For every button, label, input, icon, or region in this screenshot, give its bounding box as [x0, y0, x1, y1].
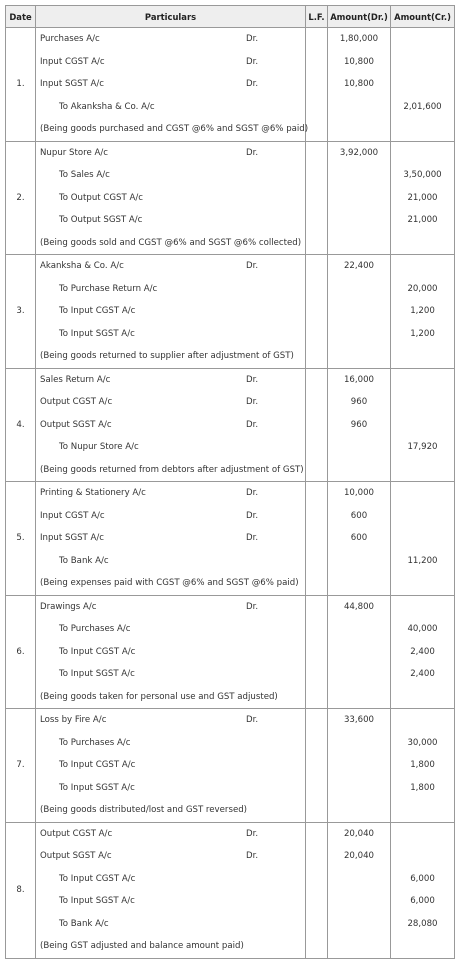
credit-amount — [391, 28, 454, 51]
debit-amount — [328, 913, 390, 936]
debit-amount-cell — [328, 141, 391, 255]
entry-number: 1. — [6, 28, 36, 142]
credit-amount: 1,200 — [410, 328, 435, 339]
credit-amount: 6,000 — [410, 873, 435, 884]
narration-text: (Being expenses paid with CGST @6% and SGST @6% paid) — [40, 578, 299, 588]
debit-amount: 20,040 — [343, 851, 375, 861]
debit-amount: 960 — [350, 397, 368, 407]
journal-entry-row — [6, 141, 455, 255]
credit-account-name: To Bank A/c — [59, 918, 109, 929]
credit-account-line — [36, 641, 305, 664]
credit-amount — [391, 142, 454, 165]
narration-line — [36, 118, 309, 141]
credit-amount: 2,400 — [410, 646, 435, 657]
credit-amount — [391, 255, 454, 278]
narration-line — [36, 572, 305, 595]
debit-amount — [328, 754, 390, 777]
debit-amount: 600 — [350, 510, 368, 521]
debit-amount-cell — [328, 368, 391, 482]
header-row — [6, 6, 455, 28]
debit-amount — [328, 890, 390, 913]
debit-account-line — [36, 527, 305, 550]
debit-amount: 33,600 — [343, 715, 375, 725]
particulars-cell — [36, 595, 306, 709]
debit-amount — [328, 459, 390, 482]
credit-amount: 6,000 — [410, 896, 435, 906]
debit-amount — [328, 209, 390, 232]
debit-amount: 10,000 — [343, 488, 375, 498]
debit-amount: 44,800 — [343, 601, 375, 612]
debit-account-line — [36, 391, 305, 414]
particulars-cell — [36, 822, 306, 958]
credit-amount — [391, 232, 454, 255]
debit-account-line — [36, 414, 305, 437]
debit-amount: 22,400 — [343, 261, 375, 271]
credit-account-name: To Input SGST A/c — [59, 328, 135, 339]
debit-account-line — [36, 28, 305, 51]
journal-table — [5, 5, 455, 959]
credit-amount — [391, 596, 454, 619]
credit-account-line — [36, 209, 305, 232]
credit-account-name: To Input CGST A/c — [59, 873, 136, 884]
narration-text: (Being goods purchased and CGST @6% and SGST @6% paid) — [40, 124, 309, 134]
narration-text: (Being goods distributed/lost and GST reversed) — [40, 805, 248, 815]
dr-marker: Dr. — [246, 601, 259, 612]
narration-line — [36, 799, 305, 822]
debit-amount — [328, 732, 390, 755]
credit-amount: 28,080 — [407, 918, 438, 929]
debit-account-name: Input CGST A/c — [40, 56, 105, 67]
debit-account-name: Input SGST A/c — [40, 533, 105, 543]
dr-marker: Dr. — [246, 397, 259, 407]
narration-line — [36, 232, 305, 255]
debit-amount-cell — [328, 709, 391, 823]
journal-entry-row — [6, 709, 455, 823]
credit-account-name: To Input CGST A/c — [59, 306, 136, 316]
header-amount-dr: Amount(Dr.) — [328, 6, 391, 28]
debit-amount — [328, 618, 390, 641]
credit-account-line — [36, 618, 305, 641]
dr-marker: Dr. — [246, 419, 259, 430]
dr-marker: Dr. — [246, 851, 259, 861]
dr-marker: Dr. — [246, 828, 259, 839]
credit-account-line — [36, 732, 305, 755]
credit-amount-cell — [391, 595, 455, 709]
debit-amount — [328, 232, 390, 255]
credit-account-name: To Input CGST A/c — [59, 646, 136, 657]
debit-account-line — [36, 255, 305, 278]
debit-amount — [328, 436, 390, 459]
debit-amount — [328, 686, 390, 709]
debit-amount: 20,040 — [343, 828, 375, 839]
credit-amount: 3,50,000 — [403, 170, 442, 180]
credit-amount — [391, 345, 454, 368]
dr-marker: Dr. — [246, 488, 259, 498]
narration-text: (Being GST adjusted and balance amount paid) — [40, 941, 244, 951]
particulars-cell — [36, 28, 309, 142]
journal-body — [6, 28, 455, 959]
ledger-folio-cell — [306, 255, 328, 369]
narration-text: (Being goods returned to supplier after adjustment of GST) — [40, 351, 294, 361]
debit-account-name: Output SGST A/c — [40, 419, 112, 430]
debit-amount — [328, 572, 390, 595]
debit-amount — [328, 345, 390, 368]
credit-amount-cell — [391, 822, 455, 958]
dr-marker: Dr. — [246, 147, 259, 158]
credit-amount-cell — [391, 28, 455, 142]
debit-account-name: Output CGST A/c — [40, 397, 113, 407]
dr-marker: Dr. — [246, 715, 259, 725]
debit-amount — [328, 641, 390, 664]
journal-entry-row — [6, 482, 455, 596]
credit-amount-cell — [391, 709, 455, 823]
header-amount-cr: Amount(Cr.) — [391, 6, 455, 28]
debit-amount — [328, 777, 390, 800]
debit-account-line — [36, 482, 305, 505]
credit-account-line — [36, 187, 305, 210]
dr-marker: Dr. — [246, 533, 259, 543]
debit-amount — [328, 550, 390, 573]
debit-account-line — [36, 369, 305, 392]
debit-account-line — [36, 823, 305, 846]
credit-account-name: To Akanksha & Co. A/c — [59, 101, 155, 112]
debit-amount — [328, 935, 390, 958]
ledger-folio-cell — [306, 595, 328, 709]
debit-account-name: Purchases A/c — [40, 34, 100, 44]
debit-amount-cell — [328, 595, 391, 709]
credit-amount — [391, 505, 454, 528]
credit-account-name: To Output SGST A/c — [59, 215, 143, 225]
debit-amount — [328, 278, 390, 301]
narration-text: (Being goods returned from debtors after adjustment of GST) — [40, 464, 304, 475]
debit-amount — [328, 323, 390, 346]
dr-marker: Dr. — [246, 79, 259, 89]
credit-amount: 40,000 — [407, 624, 438, 634]
narration-text: (Being goods taken for personal use and GST adjusted) — [40, 691, 278, 702]
debit-account-line — [36, 596, 305, 619]
ledger-folio-cell — [306, 141, 328, 255]
entry-number: 7. — [6, 709, 36, 823]
debit-amount — [328, 663, 390, 686]
debit-account-name: Printing & Stationery A/c — [40, 488, 146, 498]
journal-entry-row — [6, 595, 455, 709]
debit-amount — [328, 300, 390, 323]
credit-account-name: To Input SGST A/c — [59, 896, 135, 906]
debit-account-name: Output CGST A/c — [40, 828, 113, 839]
debit-account-line — [36, 51, 305, 74]
debit-amount — [328, 118, 390, 141]
entry-number: 8. — [6, 822, 36, 958]
entry-number: 2. — [6, 141, 36, 255]
credit-account-line — [36, 663, 305, 686]
credit-amount: 1,800 — [410, 760, 435, 770]
credit-amount: 30,000 — [407, 737, 438, 748]
credit-account-name: To Input SGST A/c — [59, 782, 135, 793]
credit-account-name: To Purchases A/c — [59, 624, 131, 634]
debit-account-name: Input SGST A/c — [40, 79, 105, 89]
credit-amount: 1,800 — [410, 782, 435, 793]
debit-amount: 16,000 — [343, 374, 375, 385]
header-lf: L.F. — [306, 6, 328, 28]
dr-marker: Dr. — [246, 261, 259, 271]
credit-account-name: To Bank A/c — [59, 555, 109, 566]
debit-account-name: Input CGST A/c — [40, 510, 105, 521]
particulars-cell — [36, 709, 306, 823]
credit-amount — [391, 414, 454, 437]
entry-number: 6. — [6, 595, 36, 709]
credit-amount — [391, 845, 454, 868]
credit-amount — [391, 459, 454, 482]
credit-amount — [391, 118, 454, 141]
credit-amount — [391, 527, 454, 550]
credit-amount — [391, 369, 454, 392]
ledger-folio-cell — [306, 482, 328, 596]
debit-account-line — [36, 73, 305, 96]
credit-account-line — [36, 300, 305, 323]
debit-account-name: Loss by Fire A/c — [40, 715, 107, 725]
credit-amount — [391, 391, 454, 414]
journal-entry-row — [6, 28, 455, 142]
debit-account-name: Drawings A/c — [40, 601, 97, 612]
particulars-cell — [36, 141, 306, 255]
debit-amount: 600 — [350, 533, 368, 543]
credit-amount: 21,000 — [407, 215, 438, 225]
credit-account-line — [36, 868, 305, 891]
narration-line — [36, 686, 305, 709]
credit-amount-cell — [391, 255, 455, 369]
journal-entry-row — [6, 255, 455, 369]
debit-amount — [328, 799, 390, 822]
credit-account-line — [36, 890, 305, 913]
credit-account-line — [36, 96, 305, 119]
debit-account-name: Nupur Store A/c — [40, 147, 108, 158]
credit-amount — [391, 73, 454, 96]
narration-text: (Being goods sold and CGST @6% and SGST @6% collected) — [40, 237, 302, 248]
credit-amount — [391, 686, 454, 709]
narration-line — [36, 935, 305, 958]
credit-amount — [391, 823, 454, 846]
debit-amount — [328, 96, 390, 119]
narration-line — [36, 345, 305, 368]
entry-number: 3. — [6, 255, 36, 369]
debit-amount-cell — [328, 482, 391, 596]
debit-account-line — [36, 709, 305, 732]
ledger-folio-cell — [306, 368, 328, 482]
header-particulars: Particulars — [36, 6, 306, 28]
debit-amount-cell — [328, 822, 391, 958]
particulars-cell — [36, 482, 306, 596]
credit-account-line — [36, 323, 305, 346]
credit-amount: 21,000 — [407, 192, 438, 203]
header-date: Date — [6, 6, 36, 28]
ledger-folio-cell — [306, 28, 328, 142]
debit-amount: 3,92,000 — [339, 147, 379, 158]
debit-amount: 10,800 — [343, 79, 375, 89]
credit-amount: 2,01,600 — [403, 101, 442, 112]
credit-amount — [391, 799, 454, 822]
dr-marker: Dr. — [246, 56, 259, 67]
credit-account-line — [36, 436, 305, 459]
credit-amount — [391, 572, 454, 595]
particulars-cell — [36, 255, 306, 369]
credit-account-line — [36, 164, 305, 187]
particulars-cell — [36, 368, 306, 482]
journal-entry-row — [6, 822, 455, 958]
credit-amount-cell — [391, 368, 455, 482]
credit-account-name: To Purchase Return A/c — [59, 283, 158, 294]
dr-marker: Dr. — [246, 34, 259, 44]
credit-account-name: To Input CGST A/c — [59, 760, 136, 770]
credit-amount-cell — [391, 141, 455, 255]
debit-amount-cell — [328, 255, 391, 369]
credit-account-name: To Purchases A/c — [59, 737, 131, 748]
debit-amount: 1,80,000 — [339, 34, 379, 44]
credit-amount: 20,000 — [407, 283, 438, 294]
debit-account-name: Akanksha & Co. A/c — [40, 261, 124, 271]
entry-number: 5. — [6, 482, 36, 596]
debit-account-name: Sales Return A/c — [40, 374, 111, 385]
debit-amount — [328, 868, 390, 891]
ledger-folio-cell — [306, 709, 328, 823]
credit-account-line — [36, 754, 305, 777]
debit-amount — [328, 164, 390, 187]
debit-account-line — [36, 142, 305, 165]
debit-account-name: Output SGST A/c — [40, 851, 112, 861]
debit-amount-cell — [328, 28, 391, 142]
entry-number: 4. — [6, 368, 36, 482]
ledger-folio-cell — [306, 822, 328, 958]
credit-account-line — [36, 278, 305, 301]
debit-amount: 10,800 — [343, 56, 375, 67]
dr-marker: Dr. — [246, 510, 259, 521]
journal-entry-row — [6, 368, 455, 482]
credit-amount-cell — [391, 482, 455, 596]
debit-amount — [328, 187, 390, 210]
credit-account-line — [36, 913, 305, 936]
credit-account-line — [36, 777, 305, 800]
credit-amount: 17,920 — [407, 442, 438, 452]
credit-amount — [391, 709, 454, 732]
credit-amount: 1,200 — [410, 306, 435, 316]
credit-amount — [391, 935, 454, 958]
credit-account-name: To Output CGST A/c — [59, 192, 143, 203]
credit-amount: 11,200 — [407, 555, 438, 566]
credit-account-name: To Nupur Store A/c — [59, 442, 139, 452]
credit-amount — [391, 51, 454, 74]
credit-amount — [391, 482, 454, 505]
credit-account-name: To Sales A/c — [59, 170, 110, 180]
debit-account-line — [36, 505, 305, 528]
debit-amount: 960 — [350, 419, 368, 430]
credit-amount: 2,400 — [410, 669, 435, 679]
credit-account-name: To Input SGST A/c — [59, 669, 135, 679]
credit-account-line — [36, 550, 305, 573]
narration-line — [36, 459, 305, 482]
debit-account-line — [36, 845, 305, 868]
dr-marker: Dr. — [246, 374, 259, 385]
